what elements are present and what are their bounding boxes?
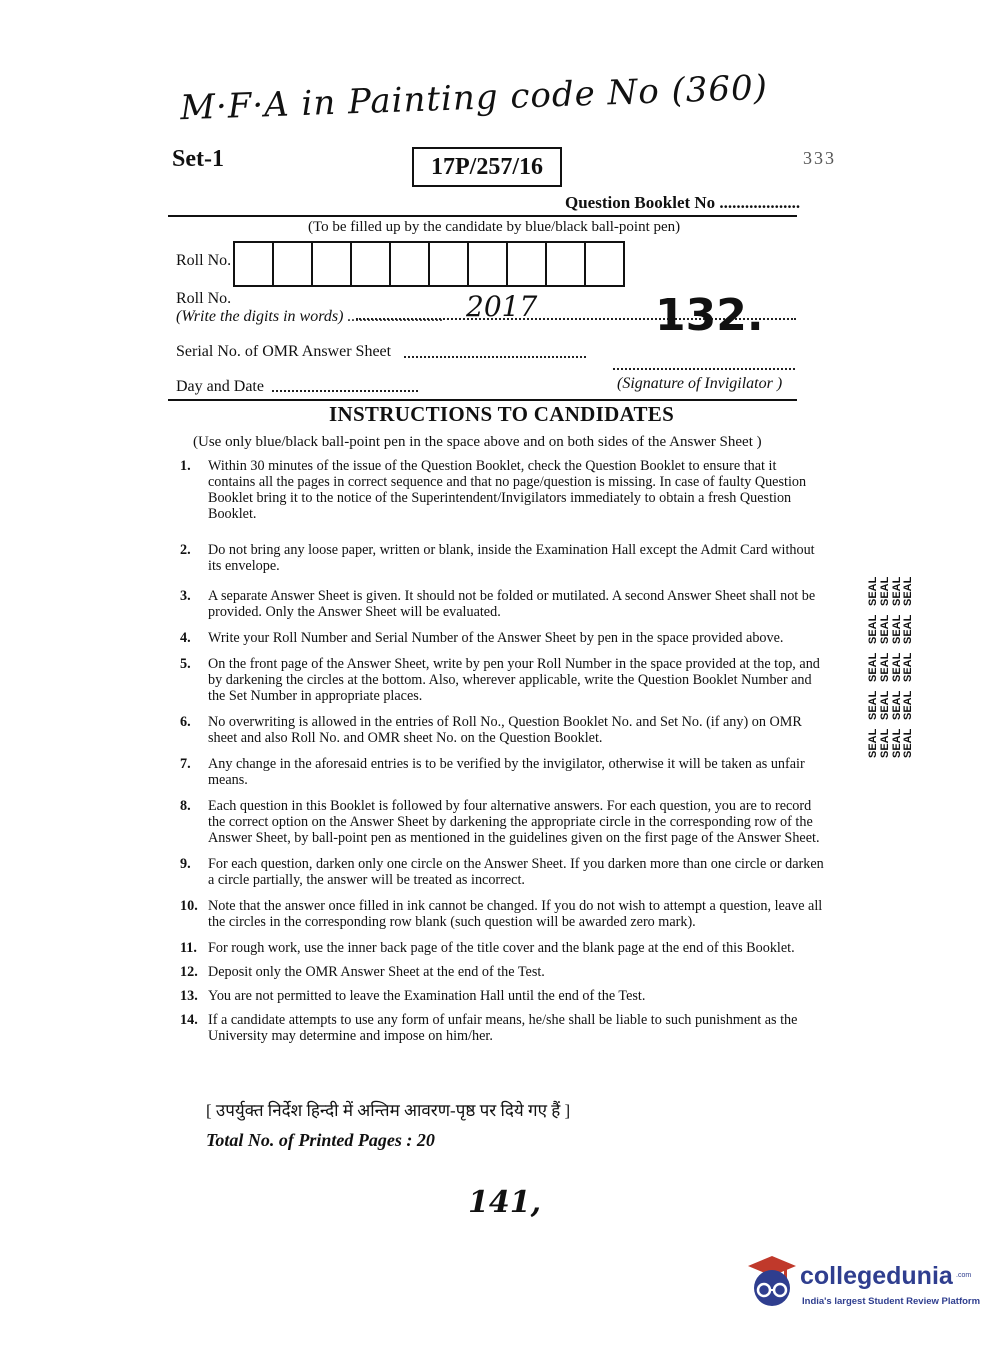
instruction-item — [180, 542, 825, 574]
instruction-number: 1. — [180, 458, 191, 474]
collegedunia-logo-icon — [744, 1252, 800, 1310]
seal-strip — [866, 570, 912, 760]
seal-text: SEAL — [867, 690, 879, 720]
roll-box[interactable] — [547, 243, 586, 285]
seal-text: SEAL — [902, 652, 914, 682]
use-only-note: (Use only blue/black ball-point pen in the space above and on both sides of the Answer Sheet ) — [193, 434, 762, 450]
set-label: Set-1 — [172, 146, 224, 172]
seal-text: SEAL — [867, 728, 879, 758]
roll-box[interactable] — [235, 243, 274, 285]
fill-note: (To be filled up by the candidate by blue/black ball-point pen) — [308, 219, 681, 235]
instruction-number: 10. — [180, 898, 198, 914]
instruction-text: No overwriting is allowed in the entries of Roll No., Question Booklet No. and Set No. (if any) on OMR sheet and also Roll No. and OMR sheet No. on the Question Booklet. — [208, 714, 802, 746]
seal-text: SEAL — [891, 652, 903, 682]
instruction-item — [180, 898, 825, 930]
instruction-text: If a candidate attempts to use any form of unfair means, he/she shall be liable to such punishment as the University may determine and impose on him/her. — [208, 1012, 798, 1044]
seal-text: SEAL — [902, 728, 914, 758]
seal-text: SEAL — [891, 728, 903, 758]
instruction-text: Each question in this Booklet is followed by four alternative answers. For each question, you are to record the correct option on the Answer Sheet by darkening the appropriate circle in the corresponding row of the Answer Sheet, by ball-point pen as mentioned in the guidelines given on the first page of the Answer Sheet. — [208, 798, 820, 846]
instructions-title: INSTRUCTIONS TO CANDIDATES — [329, 402, 675, 426]
roll-box[interactable] — [352, 243, 391, 285]
total-printed-pages: Total No. of Printed Pages : 20 — [206, 1130, 435, 1150]
instruction-item — [180, 458, 825, 522]
instruction-number: 4. — [180, 630, 191, 646]
signature-field[interactable] — [613, 368, 795, 370]
instruction-item — [180, 630, 825, 646]
hindi-note: [ उपर्युक्त निर्देश हिन्दी में अन्तिम आवरण-पृष्ठ पर दिये गए हैं ] — [206, 1101, 571, 1120]
roll-box[interactable] — [508, 243, 547, 285]
instruction-text: Write your Roll Number and Serial Number of the Answer Sheet by pen in the space provided above. — [208, 630, 784, 646]
omr-serial-label: Serial No. of OMR Answer Sheet — [176, 343, 392, 360]
roll-words-label — [176, 290, 443, 326]
instruction-number: 8. — [180, 798, 191, 814]
instruction-text: On the front page of the Answer Sheet, write by pen your Roll Number in the space provided at the top, and by darkening the circles at the bottom. Also, wherever applicable, write the Question Booklet Number and the Set Number in appropriate places. — [208, 656, 820, 704]
instruction-number: 12. — [180, 964, 198, 980]
seal-text: SEAL — [879, 690, 891, 720]
omr-serial-field[interactable] — [404, 356, 586, 358]
instruction-number: 2. — [180, 542, 191, 558]
instruction-text: Within 30 minutes of the issue of the Question Booklet, check the Question Booklet to ensure that it contains all the pages in correct sequence and that no page/question is missing. In case of faulty Question Booklet bring it to the notice of the Superintendent/Invigilators immediately to obtain a fresh Question Booklet. — [208, 458, 807, 522]
seal-text: SEAL — [891, 690, 903, 720]
roll-words-handwriting: 2017 — [466, 290, 538, 323]
instruction-text: A separate Answer Sheet is given. It should not be folded or mutilated. A second Answer Sheet shall not be provided. Only the Answer Sheet will be evaluated. — [208, 588, 816, 620]
booklet-code: 17P/257/16 — [412, 147, 562, 187]
seal-text: SEAL — [867, 576, 879, 606]
instruction-item — [180, 856, 825, 888]
seal-text: SEAL — [879, 728, 891, 758]
instruction-item — [180, 756, 825, 788]
handwritten-title: M·F·A in Painting code No (360) — [179, 67, 769, 129]
instruction-number: 14. — [180, 1012, 198, 1028]
instruction-number: 7. — [180, 756, 191, 772]
instruction-text: For each question, darken only one circle on the Answer Sheet. If you darken more than one circle or darken a circle partially, the answer will be treated as incorrect. — [208, 856, 824, 888]
seal-text: SEAL — [879, 652, 891, 682]
instruction-text: Note that the answer once filled in ink cannot be changed. If you do not wish to attempt a question, leave all the circles in the corresponding row blank (such question will be awarded zero mark). — [208, 898, 823, 930]
seal-text: SEAL — [879, 614, 891, 644]
instruction-text: You are not permitted to leave the Examination Hall until the end of the Test. — [208, 988, 646, 1004]
question-booklet-no: Question Booklet No ................... — [565, 193, 801, 212]
instruction-item — [180, 964, 825, 980]
instruction-text: Any change in the aforesaid entries is to be verified by the invigilator, otherwise it will be taken as unfair means. — [208, 756, 805, 788]
seal-text: SEAL — [867, 614, 879, 644]
bottom-rule — [168, 399, 797, 401]
roll-box[interactable] — [430, 243, 469, 285]
instruction-item — [180, 798, 825, 846]
roll-box[interactable] — [274, 243, 313, 285]
logo-tagline: India's largest Student Review Platform — [802, 1296, 981, 1307]
roll-no-boxes[interactable] — [233, 241, 625, 287]
roll-words-line1: Roll No. — [176, 290, 232, 307]
instruction-item — [180, 940, 825, 956]
seal-text: SEAL — [891, 614, 903, 644]
instruction-text: For rough work, use the inner back page of the title cover and the blank page at the end of this Booklet. — [208, 940, 795, 956]
corner-number: 333 — [803, 148, 836, 168]
roll-no-label: Roll No. — [176, 252, 232, 269]
logo-name: collegedunia — [800, 1262, 953, 1290]
seal-text: SEAL — [879, 576, 891, 606]
seal-text: SEAL — [891, 576, 903, 606]
logo-com: .com — [956, 1272, 972, 1279]
instruction-number: 3. — [180, 588, 191, 604]
seal-text: SEAL — [867, 652, 879, 682]
instruction-number: 13. — [180, 988, 198, 1004]
instruction-number: 6. — [180, 714, 191, 730]
bottom-handwriting: 141, — [468, 1185, 542, 1220]
day-date-label: Day and Date — [176, 378, 264, 395]
roll-words-handwriting-2: 132. — [655, 290, 764, 341]
day-date-field[interactable] — [272, 390, 418, 392]
instruction-number: 11. — [180, 940, 197, 956]
instruction-item — [180, 588, 825, 620]
instructions-list — [180, 458, 825, 1044]
roll-box[interactable] — [469, 243, 508, 285]
roll-box[interactable] — [586, 243, 623, 285]
roll-words-line2: (Write the digits in words) ........................ — [176, 308, 444, 325]
top-rule — [168, 215, 797, 217]
instruction-item — [180, 656, 825, 704]
roll-box[interactable] — [313, 243, 352, 285]
seal-text: SEAL — [902, 614, 914, 644]
instruction-text: Do not bring any loose paper, written or blank, inside the Examination Hall except the Admit Card without its envelope. — [208, 542, 815, 574]
signature-label: (Signature of Invigilator ) — [617, 375, 783, 392]
instruction-number: 9. — [180, 856, 191, 872]
instruction-number: 5. — [180, 656, 191, 672]
instruction-item — [180, 1012, 825, 1044]
instruction-item — [180, 988, 825, 1004]
instruction-item — [180, 714, 825, 746]
seal-text: SEAL — [902, 576, 914, 606]
roll-box[interactable] — [391, 243, 430, 285]
instruction-text: Deposit only the OMR Answer Sheet at the end of the Test. — [208, 964, 545, 980]
seal-text: SEAL — [902, 690, 914, 720]
